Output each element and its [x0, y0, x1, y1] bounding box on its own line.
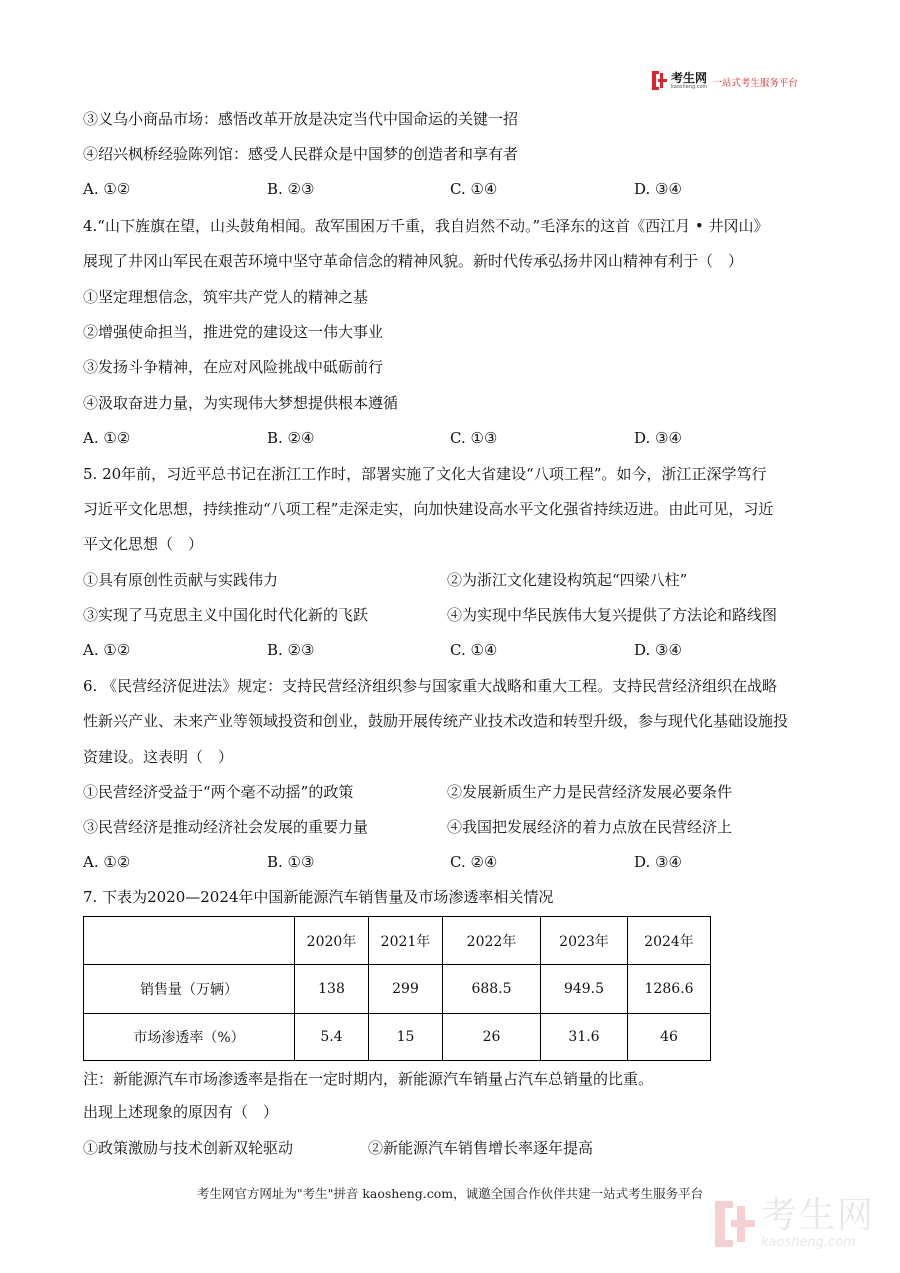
logo-name: 考生网 — [671, 70, 708, 85]
table-cell: 26 — [443, 1014, 541, 1061]
logo-domain: kaosheng.com — [671, 83, 708, 90]
q4-choice-a: A. ①② — [83, 429, 131, 447]
q3-option-3: ③义乌小商品市场：感悟改革开放是决定当代中国命运的关键一招 — [83, 110, 519, 128]
logo-mark-icon — [652, 71, 667, 90]
watermark-name: 考生网 — [761, 1195, 876, 1236]
q5-option-1: ①具有原创性贡献与实践伟力 — [83, 571, 279, 589]
q7-option-2: ②新能源汽车销售增长率逐年提高 — [368, 1139, 594, 1157]
q7-option-1: ①政策激励与技术创新双轮驱动 — [83, 1139, 294, 1157]
q3-choice-d: D. ③④ — [634, 180, 682, 198]
q6-option-3: ③民营经济是推动经济社会发展的重要力量 — [83, 818, 369, 836]
q6-choice-a: A. ①② — [83, 853, 131, 871]
q6-option-2: ②发展新质生产力是民营经济发展必要条件 — [447, 783, 733, 801]
table-header-cell: 2024年 — [628, 917, 711, 965]
watermark-domain: kaosheng.com — [761, 1235, 856, 1250]
table-header-cell — [84, 917, 295, 965]
q5-option-3: ③实现了马克思主义中国化时代化新的飞跃 — [83, 606, 369, 624]
q7-note: 注：新能源汽车市场渗透率是指在一定时期内，新能源汽车销量占汽车总销量的比重。 — [83, 1070, 654, 1088]
table-row — [84, 1014, 711, 1061]
q6-choice-d: D. ③④ — [634, 853, 682, 871]
q5-option-4: ④为实现中华民族伟大复兴提供了方法论和路线图 — [447, 606, 778, 624]
table-header-cell: 2021年 — [369, 917, 443, 965]
q6-choice-b: B. ①③ — [267, 853, 315, 871]
q3-choice-b: B. ②③ — [267, 180, 315, 198]
table-header-row — [84, 917, 711, 965]
q4-option-2: ②增强使命担当，推进党的建设这一伟大事业 — [83, 323, 384, 341]
page-footer: 考生网官方网址为"考生"拼音 kaosheng.com，诚邀全国合作伙伴共建一站式考生服务平台 — [196, 1186, 704, 1201]
q7-stem-line-2: 出现上述现象的原因有（ ） — [83, 1103, 279, 1121]
q5-choice-d: D. ③④ — [634, 641, 682, 659]
q4-option-1: ①坚定理想信念，筑牢共产党人的精神之基 — [83, 288, 369, 306]
q6-option-4: ④我国把发展经济的着力点放在民营经济上 — [447, 818, 733, 836]
q4-choice-b: B. ②④ — [267, 429, 315, 447]
table-cell: 15 — [369, 1014, 443, 1061]
q4-option-3: ③发扬斗争精神，在应对风险挑战中砥砺前行 — [83, 358, 384, 376]
q6-stem-line-2: 性新兴产业、未来产业等领域投资和创业，鼓励开展传统产业技术改造和转型升级，参与现代化基础设施投 — [83, 712, 789, 730]
q6-option-1: ①民营经济受益于“两个毫不动摇”的政策 — [83, 783, 354, 801]
table-cell: 688.5 — [443, 965, 541, 1014]
q6-choice-c: C. ②④ — [450, 853, 498, 871]
q4-option-4: ④汲取奋进力量，为实现伟大梦想提供根本遵循 — [83, 394, 399, 412]
table-row-label: 市场渗透率（%） — [84, 1014, 295, 1061]
logo-slogan: 一站式考生服务平台 — [712, 78, 798, 89]
q5-stem-line-3: 平文化思想（ ） — [83, 535, 204, 553]
table-cell: 949.5 — [541, 965, 628, 1014]
table-header-cell: 2023年 — [541, 917, 628, 965]
q5-choice-b: B. ②③ — [267, 641, 315, 659]
header-logo — [652, 71, 798, 90]
q3-choice-a: A. ①② — [83, 180, 131, 198]
q6-stem-line-3: 资建设。这表明（ ） — [83, 748, 234, 766]
table-row — [84, 965, 711, 1014]
table-header-cell: 2020年 — [295, 917, 369, 965]
q7-stem-line-1: 7. 下表为2020—2024年中国新能源汽车销售量及市场渗透率相关情况 — [83, 888, 554, 906]
watermark — [715, 1195, 876, 1250]
table-cell: 31.6 — [541, 1014, 628, 1061]
q5-choice-c: C. ①④ — [450, 641, 498, 659]
table-cell: 1286.6 — [628, 965, 711, 1014]
q4-stem-line-1: 4.“山下旌旗在望，山头鼓角相闻。敌军围困万千重，我自岿然不动。”毛泽东的这首《西江月 • 井冈山》 — [83, 217, 769, 235]
q6-stem-line-1: 6. 《民营经济促进法》规定：支持民营经济组织参与国家重大战略和重大工程。支持民营经济组织在战略 — [83, 677, 778, 695]
q3-choice-c: C. ①④ — [450, 180, 498, 198]
q3-option-4: ④绍兴枫桥经验陈列馆：感受人民群众是中国梦的创造者和享有者 — [83, 145, 519, 163]
table-cell: 46 — [628, 1014, 711, 1061]
ev-sales-table — [83, 916, 711, 1061]
q4-stem-line-2: 展现了井冈山军民在艰苦环境中坚守革命信念的精神风貌。新时代传承弘扬井冈山精神有利于（ ） — [83, 252, 744, 270]
q4-choice-c: C. ①③ — [450, 429, 498, 447]
q5-stem-line-2: 习近平文化思想，持续推动“八项工程”走深走实，向加快建设高水平文化强省持续迈进。由此可见，习近 — [83, 500, 774, 518]
table-row-label: 销售量（万辆） — [84, 965, 295, 1014]
table-cell: 299 — [369, 965, 443, 1014]
q5-choice-a: A. ①② — [83, 641, 131, 659]
q5-stem-line-1: 5. 20年前，习近平总书记在浙江工作时，部署实施了文化大省建设“八项工程”。如今，浙江正深学笃行 — [83, 465, 767, 483]
table-header-cell: 2022年 — [443, 917, 541, 965]
q4-choice-d: D. ③④ — [634, 429, 682, 447]
q5-option-2: ②为浙江文化建设构筑起“四梁八柱” — [447, 571, 688, 589]
table-cell: 138 — [295, 965, 369, 1014]
watermark-logo-icon — [715, 1201, 755, 1247]
table-cell: 5.4 — [295, 1014, 369, 1061]
